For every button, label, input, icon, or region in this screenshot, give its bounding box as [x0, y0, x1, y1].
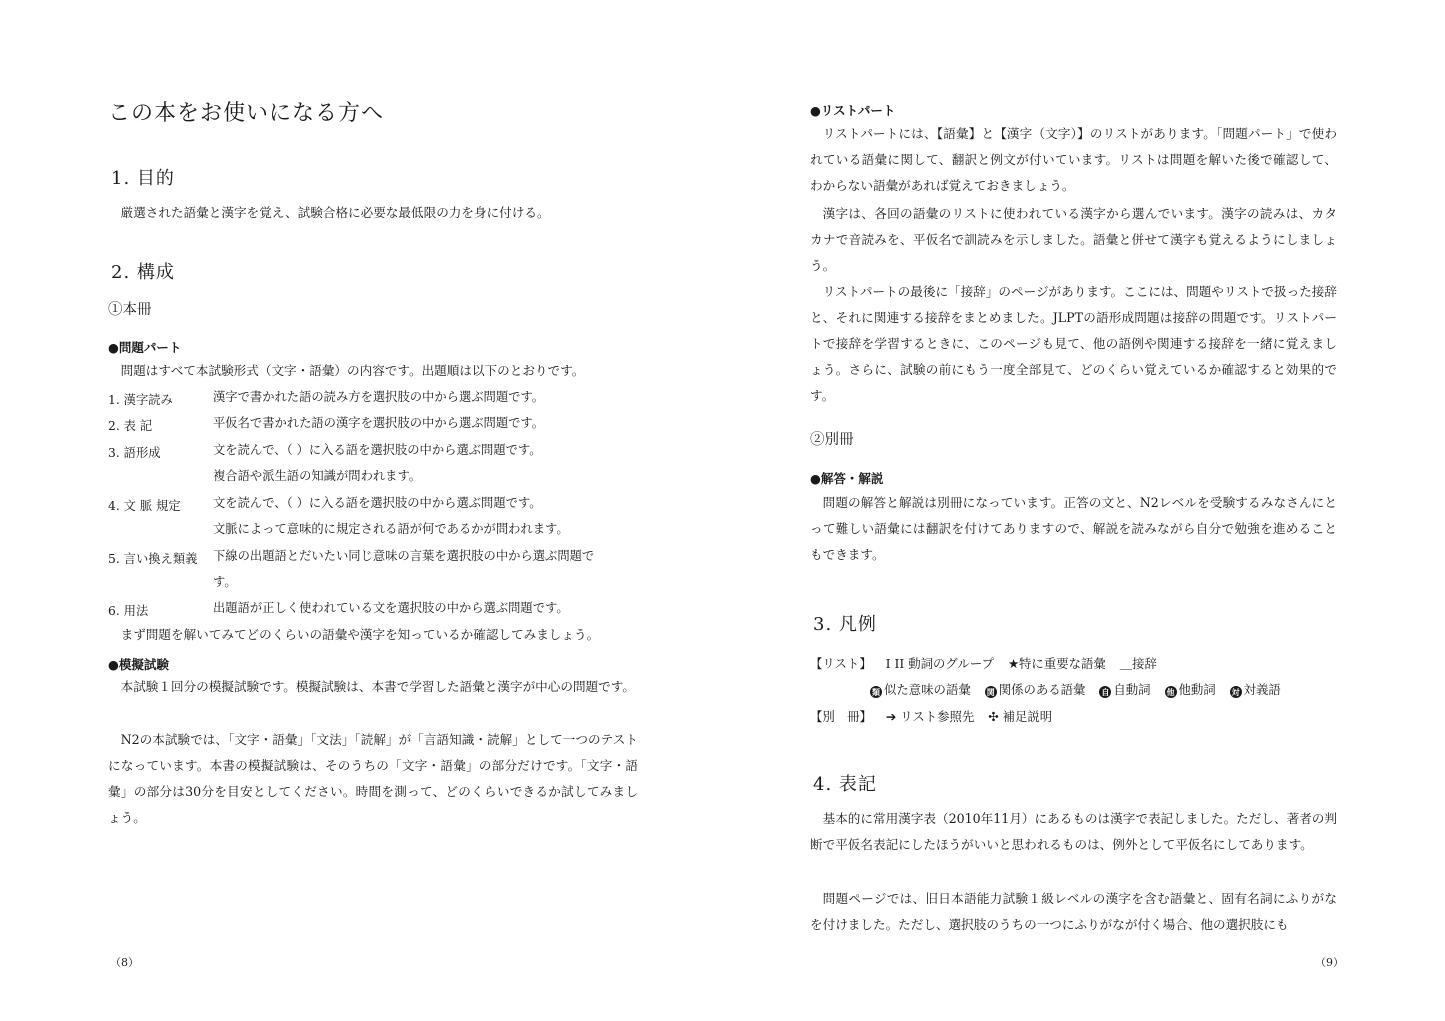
heading-mock-exam: ●模擬試験: [108, 657, 169, 672]
item-desc: 下線の出題語とだいたい同じ意味の言葉を選択肢の中から選ぶ問題で: [213, 549, 595, 563]
legend-transitive: 他 他動詞: [1166, 682, 1216, 697]
subsection-main-book: ①本冊: [108, 302, 152, 318]
legend-important: ★特に重要な語彙: [1007, 656, 1106, 671]
item-label: 6. 用法: [108, 604, 149, 618]
legend-list-label: 【リスト】: [810, 656, 872, 671]
item-desc: 文脈によって意味的に規定される語が何であるかが問われます。: [213, 522, 569, 536]
list-part-paragraph-1: リストパートには、【語彙】と【漢字（文字）】のリストがあります。「問題パート」で使われている語彙に関して、翻訳と例文が付いています。リストは問題を解いた後で確認して、わからない語彙があれば覚えておきましょう。: [810, 126, 1337, 193]
section-title-notation: 4. 表記: [813, 774, 877, 795]
section-title-legend: 3. 凡例: [813, 614, 877, 635]
item-label: 2. 表 記: [108, 419, 153, 433]
notation-paragraph-1: 基本的に常用漢字表（2010年11月）にあるものは漢字で表記しました。ただし、著者の判断で平仮名表記にしたほうがいいと思われるものは、例外として平仮名にしてあります。: [810, 811, 1337, 852]
page-number-left: （8）: [110, 956, 139, 969]
mock-exam-paragraph-1: 本試験１回分の模擬試験です。模擬試験は、本書で学習した語彙と漢字が中心の問題です。: [120, 679, 635, 694]
section-title-structure: 2. 構成: [111, 262, 175, 283]
heading-problem-part: ●問題パート: [108, 340, 182, 355]
legend-list-row-1: [810, 654, 1167, 672]
problem-part-intro: 問題はすべて本試験形式（文字・語彙）の内容です。出題順は以下のとおりです。: [120, 363, 585, 378]
list-part-paragraph-2: 漢字は、各回の語彙のリストに使われている漢字から選んでいます。漢字の読みは、カタカナで音読みを、平仮名で訓読みを示しました。語彙と併せて漢字も覚えるようにしましょう。: [810, 206, 1338, 273]
mock-exam-paragraph-2: N2の本試験では、「文字・語彙」「文法」「読解」が「言語知識・読解」として一つのテストになっています。本書の模擬試験は、そのうちの「文字・語彙」の部分だけです。「文字・語彙」の部分は30分を目安としてください。時間を測って、どのくらいできるか試してみましょう。: [108, 732, 638, 825]
legend-separate-label: 【別 冊】: [810, 709, 872, 724]
legend-note: ✣ 補足説明: [988, 709, 1053, 724]
subsection-separate-volume: ②別冊: [810, 432, 854, 448]
legend-list-row-2: [870, 680, 1291, 698]
synonym-icon: 類: [872, 687, 880, 697]
legend-synonym: 類 似た意味の語彙: [872, 682, 971, 697]
problem-part-outro: まず問題を解いてみてどのくらいの語彙や漢字を知っているか確認してみましょう。: [120, 627, 600, 642]
answers-paragraph: 問題の解答と解説は別冊になっています。正答の文と、N2レベルを受験するみなさんにとって難しい語彙には翻訳を付けてありますので、解説を読みながら自分で勉強を進めることもできます。: [810, 495, 1337, 562]
section-title-purpose: 1. 目的: [111, 168, 175, 189]
legend-intransitive: 自 自動詞: [1101, 682, 1151, 697]
legend-separate-row: [810, 707, 1062, 725]
legend-related: 関 関係のある語彙: [986, 682, 1086, 697]
item-desc: 平仮名で書かれた語の漢字を選択肢の中から選ぶ問題です。: [213, 416, 545, 430]
legend-affix: ＿接辞: [1119, 656, 1157, 671]
purpose-text: 厳選された語彙と漢字を覚え、試験合格に必要な最低限の力を身に付ける。: [120, 205, 550, 220]
heading-list-part: ●リストパート: [810, 103, 896, 118]
related-icon: 関: [986, 687, 995, 697]
item-desc: 文を読んで、（ ）に入る語を選択肢の中から選ぶ問題です。: [213, 443, 542, 457]
item-label: 4. 文 脈 規定: [108, 499, 181, 513]
item-desc: 出題語が正しく使われている文を選択肢の中から選ぶ問題です。: [213, 601, 569, 615]
item-desc: 漢字で書かれた語の読み方を選択肢の中から選ぶ問題です。: [213, 390, 545, 404]
legend-reference: ➔ リスト参照先: [885, 709, 975, 724]
item-desc: 文を読んで、（ ）に入る語を選択肢の中から選ぶ問題です。: [213, 496, 542, 510]
transitive-icon: 他: [1166, 687, 1175, 697]
intransitive-icon: 自: [1101, 687, 1110, 697]
antonym-icon: 対: [1231, 687, 1240, 697]
heading-answers: ●解答・解説: [810, 471, 884, 486]
right-page: [810, 0, 1344, 1021]
legend-antonym: 対 対義語: [1231, 682, 1281, 697]
item-label: 1. 漢字読み: [108, 393, 173, 407]
item-desc: 複合語や派生語の知識が問われます。: [213, 469, 422, 483]
legend-verb-group: I II 動詞のグループ: [885, 656, 994, 671]
item-desc: す。: [213, 575, 237, 589]
item-label: 5. 言い換え類義: [108, 552, 198, 566]
item-label: 3. 語形成: [108, 446, 161, 460]
notation-paragraph-2: 問題ページでは、旧日本語能力試験１級レベルの漢字を含む語彙と、固有名詞にふりがなを付けました。ただし、選択肢のうちの一つにふりがなが付く場合、他の選択肢にも: [810, 891, 1337, 932]
list-part-paragraph-3: リストパートの最後に「接辞」のページがあります。ここには、問題やリストで扱った接辞と、それに関連する接辞をまとめました。JLPTの語形成問題は接辞の問題です。リストパートで接辞を学習するときに、このページも見て、他の語例や関連する接辞を一緒に覚えましょう。さらに、試験の前にもう一度全部見て、どのくらい覚えているか確認すると効果的です。: [810, 284, 1337, 403]
page-number-right: （9）: [1315, 956, 1344, 969]
left-page: [108, 0, 638, 1021]
page-title: この本をお使いになる方へ: [108, 101, 385, 126]
